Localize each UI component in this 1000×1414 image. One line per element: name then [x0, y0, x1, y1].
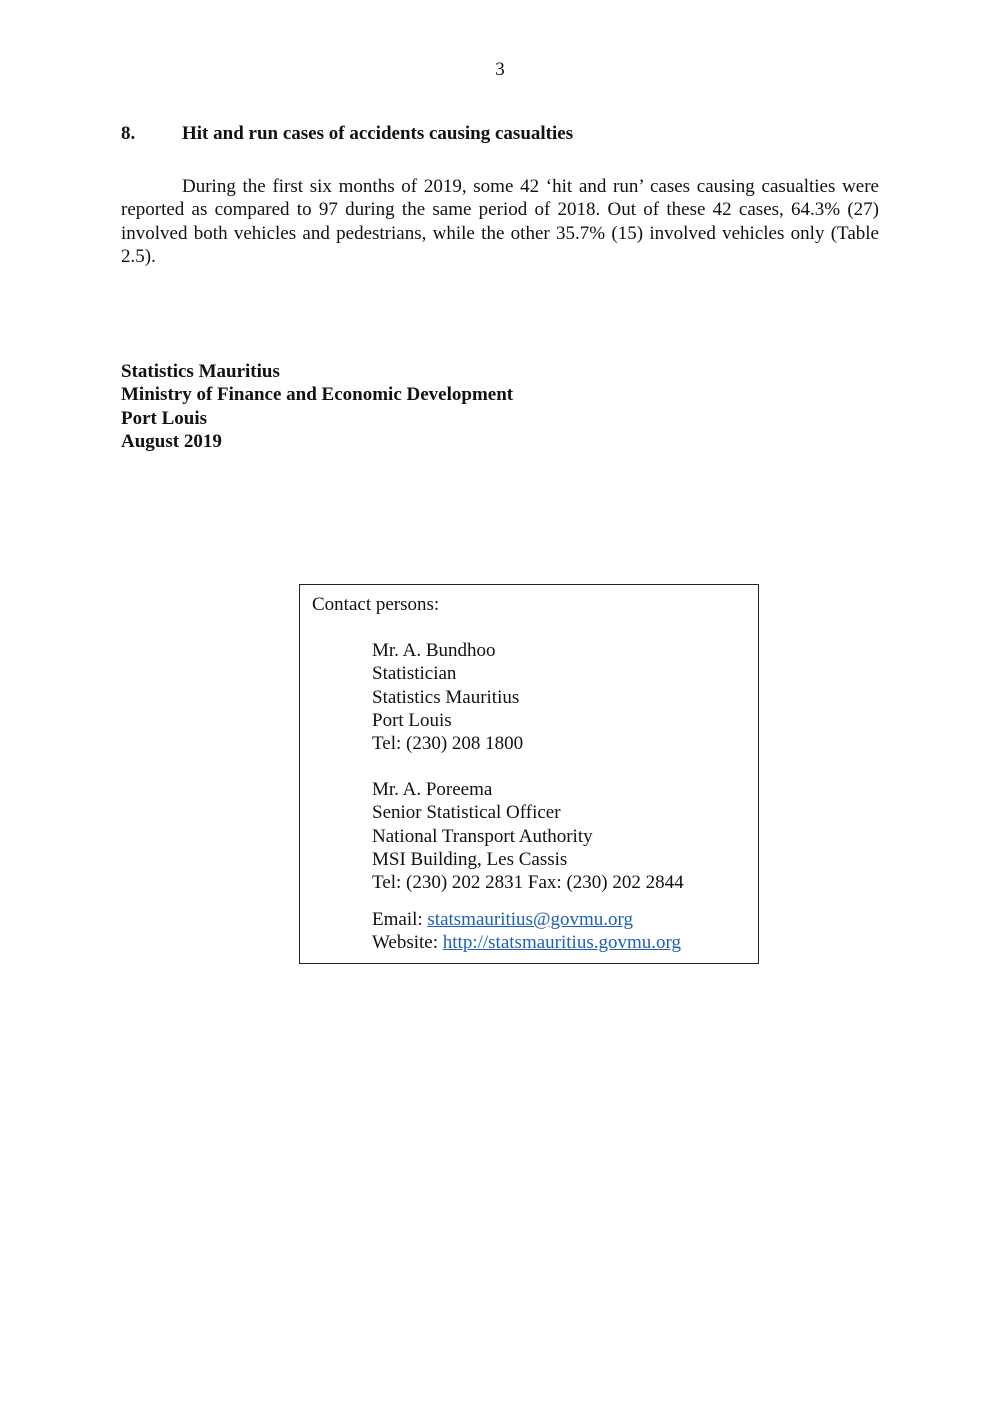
section-heading [121, 122, 573, 145]
contact-title: Contact persons: [312, 594, 440, 615]
contact-box [299, 584, 759, 964]
email-label: Email: [372, 909, 428, 930]
contact-links [372, 908, 681, 955]
email-line [372, 908, 681, 931]
publication-date: August 2019 [121, 430, 222, 452]
website-label: Website: [372, 932, 443, 954]
contact-office: National Transport Authority [372, 825, 593, 847]
contact-name: Mr. A. Bundhoo [372, 640, 496, 661]
contact-office: Statistics Mauritius [372, 686, 520, 708]
section-number: 8. [121, 123, 136, 144]
page-number: 3 [495, 59, 505, 80]
contact-position: Statistician [372, 663, 457, 685]
website-link[interactable]: http://statsmauritius.govmu.org [442, 932, 681, 954]
organization-city: Port Louis [121, 407, 208, 429]
contact-phone: Tel: (230) 208 1800 [372, 733, 524, 755]
section-title: Hit and run cases of accidents causing casualties [182, 123, 574, 144]
contact-position: Senior Statistical Officer [372, 802, 561, 824]
contact-person [372, 778, 684, 894]
organization-name: Statistics Mauritius [121, 361, 280, 382]
contact-phone: Tel: (230) 202 2831 Fax: (230) 202 2844 [372, 872, 684, 894]
organization-block [121, 360, 513, 453]
contact-name: Mr. A. Poreema [372, 779, 493, 800]
website-line [372, 931, 681, 954]
organization-ministry: Ministry of Finance and Economic Development [121, 384, 514, 406]
section-paragraph: During the first six months of 2019, some 42 ‘hit and run’ cases causing casualties were reported as compared to 97 during the same period of 2018. Out of these 42 cases, 64.3% (27) involved both vehicles and pedestrians, while the other 35.7% (15) involved vehicles only (Table 2.5). [121, 176, 879, 267]
email-link[interactable]: statsmauritius@govmu.org [427, 909, 633, 930]
contact-address: Port Louis [372, 709, 452, 731]
contact-person [372, 639, 523, 755]
contact-address: MSI Building, Les Cassis [372, 848, 568, 870]
